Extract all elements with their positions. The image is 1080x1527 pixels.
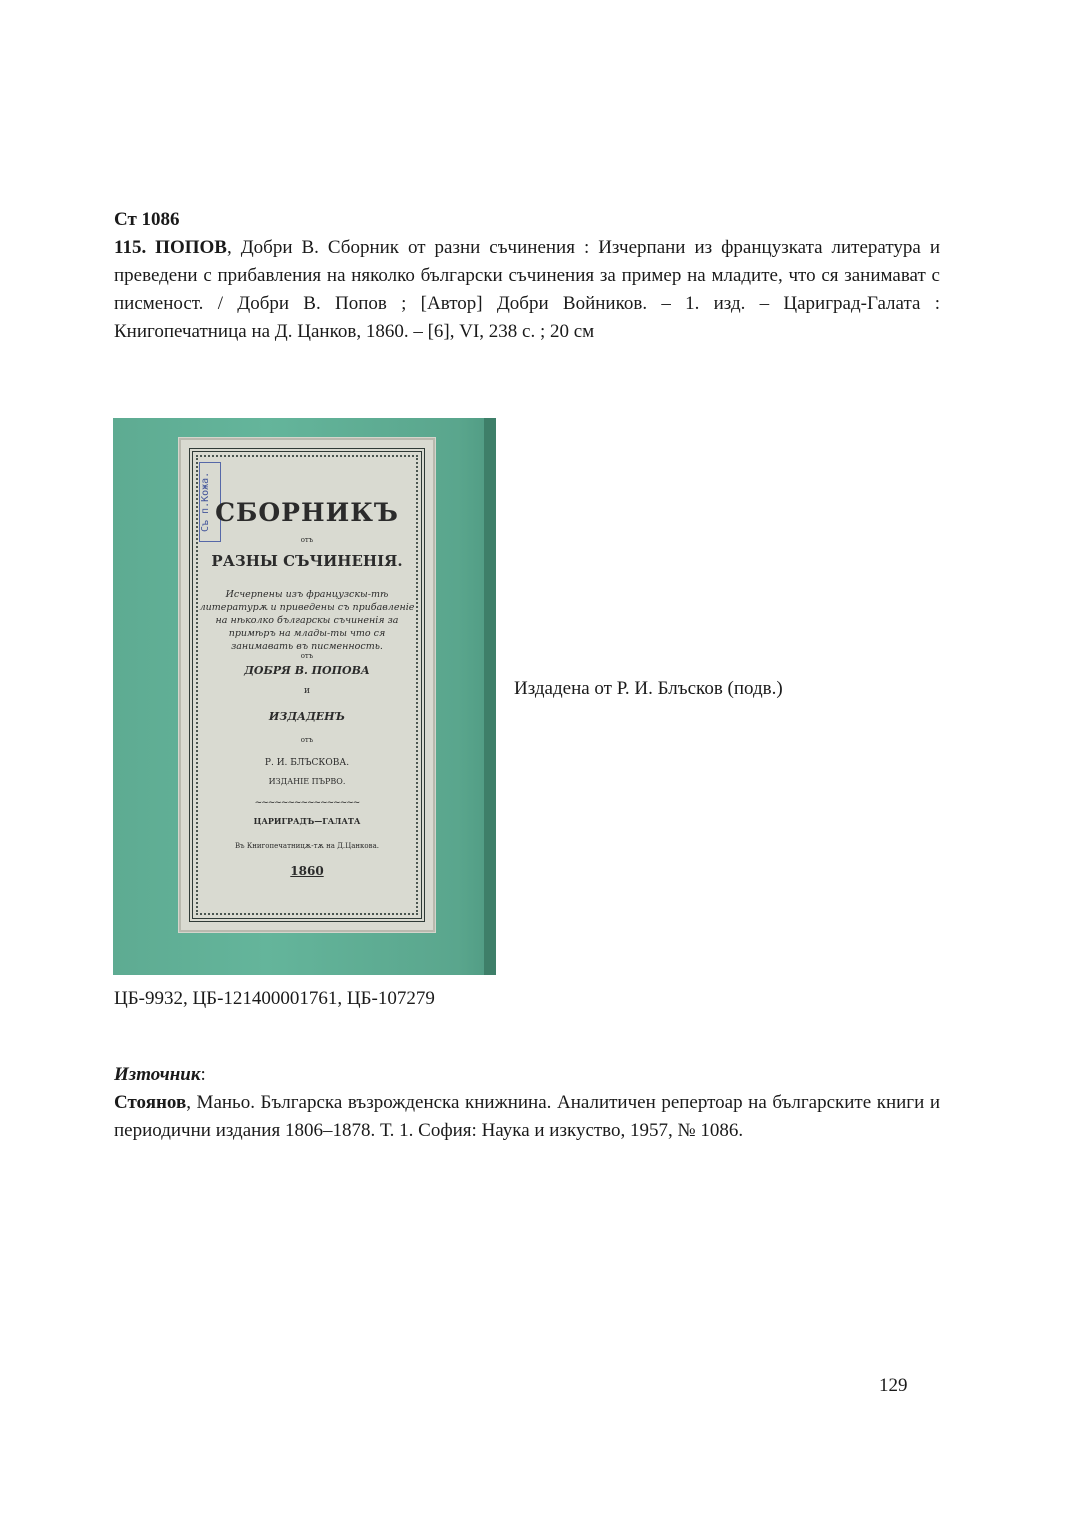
source-heading [114, 1061, 940, 1089]
book-spine [484, 418, 496, 975]
page-number: 129 [879, 1375, 908, 1396]
entry-code: Ст 1086 [114, 209, 180, 230]
cover-subtitle: РАЗНЫ СЪЧИНЕНІЯ. [211, 552, 403, 570]
source-author: Стоянов [114, 1092, 187, 1113]
cover-ot-2: отъ [300, 652, 314, 660]
cover-description: Исчерпены изъ французскы-тѣ литературѫ и приведены съ прибавленіе на нѣколко българскы съчиненія за примѣръ на млады-ты что ся занимавать въ писменность. [199, 589, 415, 652]
source-citation [114, 1089, 940, 1145]
library-stamp: Съ п.Кожа. [199, 462, 221, 542]
cover-publisher: Р. И. БЛЪСКОВА. [264, 758, 350, 768]
entry-description [114, 234, 940, 346]
cover-year: 1860 [290, 864, 324, 878]
shelfmarks: ЦБ-9932, ЦБ-121400001761, ЦБ-107279 [114, 988, 435, 1009]
cover-edition: ИЗДАНІЕ ПЪРВО. [268, 777, 346, 786]
cover-title: СБОРНИКЪ [215, 498, 399, 527]
source-colon: : [200, 1064, 206, 1085]
book-cover-photo [113, 418, 496, 975]
source-section [114, 1061, 940, 1145]
publisher-note: Издадена от Р. И. Блъсков (подв.) [514, 678, 783, 699]
cover-ornament: ~~~~~~~~~~~~~~~~ [254, 798, 360, 808]
cover-ot-1: отъ [300, 536, 314, 544]
cover-press: Въ Книгопечатницѫ-тѫ на Д.Цанкова. [235, 842, 379, 850]
cover-place: ЦАРИГРАДЪ—ГАЛАТА [253, 816, 361, 826]
title-label [179, 438, 435, 932]
cover-ot-3: отъ [300, 736, 314, 744]
entry-number-name: 115. ПОПОВ [114, 237, 227, 258]
cover-i: и [304, 686, 310, 696]
cover-author: ДОБРЯ В. ПОПОВА [244, 664, 370, 677]
source-label: Източник [114, 1064, 201, 1085]
cover-izdaden: ИЗДАДЕНЪ [268, 710, 346, 723]
source-body: , Маньо. Българска възрожденска книжнина. Аналитичен репертоар на българските книги и периодични издания 1806–1878. Т. 1. София: Наука и изкуство, 1957, № 1086. [114, 1092, 940, 1141]
entry-body: , Добри В. Сборник от разни съчинения : Изчерпани из французката литература и преведени с прибавления на няколко български съчинения за пример на младите, что ся занимават с писменост. / Добри В. Попов ; [Автор] Добри Войников. – 1. изд. – Цариград-Галата : Книгопечатница на Д. Цанков, 1860. – [6], VI, 238 с. ; 20 см [114, 237, 940, 342]
bibliographic-entry [114, 206, 940, 346]
